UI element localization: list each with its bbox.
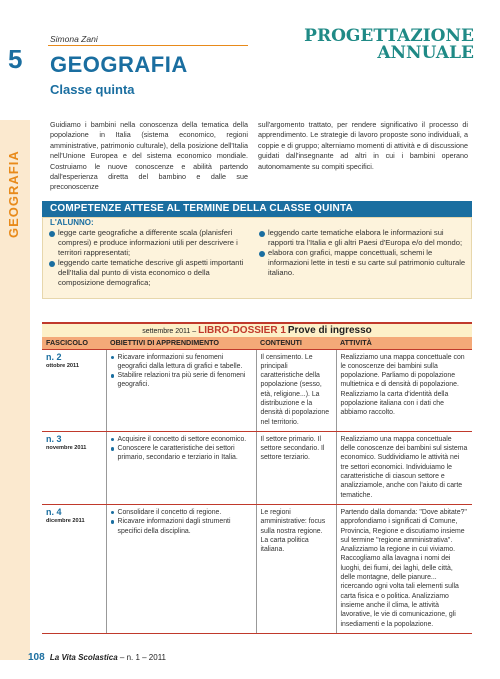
intro-col2: sull'argomento trattato, per rendere significativo il processo di apprendimento. Le strategie di lavoro proposte sono individuali, a coppie e di gruppo; alterniamo momenti di attività e di discussione guidati dall'insegnante ad altri in cui i bambini operano autonomamente su compiti specifici. — [258, 120, 468, 171]
dossier-header — [42, 324, 472, 337]
header-obiettivi: OBIETTIVI DI APPRENDIMENTO — [106, 337, 256, 349]
activities-cell: Realizziamo una mappa concettuale delle conoscenze dei bambini sul sistema economico. Suddividiamo le attività nei tre settori economici. Individuiamo le caratteristiche di ciascun settore e analizziamole, anche con l'aiuto di carte tematiche. — [336, 431, 472, 504]
progettazione-title — [304, 28, 474, 62]
alunno-label: L'ALUNNO: — [50, 218, 94, 227]
objective-item: Conoscere le caratteristiche dei settori primario, secondario e terziario in Italia. — [111, 444, 252, 463]
fascicolo-date: novembre 2011 — [46, 445, 87, 452]
page-footer — [28, 652, 166, 663]
fascicolo-number: n. 4 — [46, 506, 62, 517]
contents-cell: Il censimento. Le principali caratteristiche della popolazione (sesso, età, religione...). La distribuzione e la densità di popolazione nel territorio. — [256, 349, 336, 431]
page-number: 108 — [28, 652, 45, 663]
header-rule — [48, 45, 248, 46]
planning-table — [42, 337, 472, 634]
activities-cell: Partendo dalla domanda: "Dove abitate?" approfondiamo i significati di Comune, Provincia, Regione e discutiamo insieme sul termine "regione amministrativa". Analizziamo la regione in cui viviamo. Raccogliamo alla lavagna i nomi dei luoghi, dei fiumi, dei laghi, delle città, delle montagne, delle pianure... ricercando ogni volta tali elementi sulla carta fisica e o politica. Analizziamo insieme anche il clima, le attività lavorative, le vie di comunicazione, gli insediamenti e la popolazione. — [336, 504, 472, 633]
section-title: GEOGRAFIA — [50, 52, 188, 77]
fascicolo-date: ottobre 2011 — [46, 362, 79, 369]
contents-cell: Il settore primario. Il settore secondario. Il settore terziario. — [256, 431, 336, 504]
magazine-name: La Vita Scolastica — [49, 653, 118, 662]
objectives-cell — [106, 431, 256, 504]
objective-item: Consolidare il concetto di regione. — [111, 508, 252, 517]
competenze-list-left — [48, 228, 248, 288]
objectives-cell — [106, 349, 256, 431]
objective-item: Stabilire relazioni tra più serie di fenomeni geografici. — [111, 371, 252, 390]
table-row — [42, 349, 472, 431]
contents-cell: Le regioni amministrative: focus sulla nostra regione. La carta politica italiana. — [256, 504, 336, 633]
prog-title-line1: PROGETTAZIONE — [304, 26, 474, 46]
intro-col1: Guidiamo i bambini nella conoscenza della tematica della popolazione in Italia (sistema economico, regioni amministrative, patrimonio culturale), della posizione dell'Italia nell'Unione Europea e del sistema economico mondiale. Costruiamo le nuove conoscenze e abilità partendo dall'esperienza diretta del bambino e dalle sue preconoscenze — [50, 120, 248, 192]
competenza-item: leggendo carte tematiche descrive gli aspetti importanti dell'Italia dal punto di vista economico o della composizione demografica; — [48, 258, 248, 288]
table-row — [42, 431, 472, 504]
chapter-number: 5 — [8, 44, 23, 74]
fascicolo-cell — [42, 349, 106, 431]
competenze-title: COMPETENZE ATTESE AL TERMINE DELLA CLASSE QUINTA — [42, 201, 472, 217]
dossier-date: settembre 2011 – — [142, 328, 197, 335]
fascicolo-cell — [42, 431, 106, 504]
activities-cell: Realizziamo una mappa concettuale con le conoscenze dei bambini sulla popolazione. Parliamo di popolazione multietnica e di densità di popolazione. Realizziamo la carta d'identità della popolazione italiana con i dati che abbiamo raccolto. — [336, 349, 472, 431]
competenza-item: elabora con grafici, mappe concettuali, schemi le informazioni lette in testi e su carte sul patrimonio culturale italiano. — [258, 248, 468, 278]
dossier-prove: Prove di ingresso — [287, 325, 372, 336]
objective-item: Ricavare informazioni dagli strumenti specifici della disciplina. — [111, 517, 252, 536]
objectives-cell — [106, 504, 256, 633]
header-attivita: ATTIVITÀ — [336, 337, 472, 349]
competenza-item: leggendo carte tematiche elabora le informazioni sui rapporti tra l'Italia e gli altri Paesi d'Europa e/o del mondo; — [258, 228, 468, 248]
fascicolo-number: n. 2 — [46, 351, 62, 362]
table-header-row — [42, 337, 472, 349]
objective-item: Acquisire il concetto di settore economico. — [111, 435, 252, 444]
magazine-issue: – n. 1 – 2011 — [119, 653, 167, 662]
author-name: Simona Zani — [50, 34, 98, 44]
fascicolo-number: n. 3 — [46, 433, 62, 444]
fascicolo-date: dicembre 2011 — [46, 518, 85, 525]
header-contenuti: CONTENUTI — [256, 337, 336, 349]
fascicolo-cell — [42, 504, 106, 633]
competenza-item: legge carte geografiche a differente scala (planisferi compresi) e produce informazioni utili per descrivere i territori rappresentati; — [48, 228, 248, 258]
dossier-libro: LIBRO-DOSSIER 1 — [198, 325, 286, 336]
competenze-list-right — [258, 228, 468, 278]
objective-item: Ricavare informazioni su fenomeni geografici dalla lettura di grafici e tabelle. — [111, 353, 252, 372]
header-fascicolo: FASCICOLO — [42, 337, 106, 349]
section-subtitle: Classe quinta — [50, 82, 135, 97]
prog-title-line2: ANNUALE — [377, 43, 474, 63]
table-row — [42, 504, 472, 633]
sidebar-label: GEOGRAFIA — [6, 150, 21, 238]
